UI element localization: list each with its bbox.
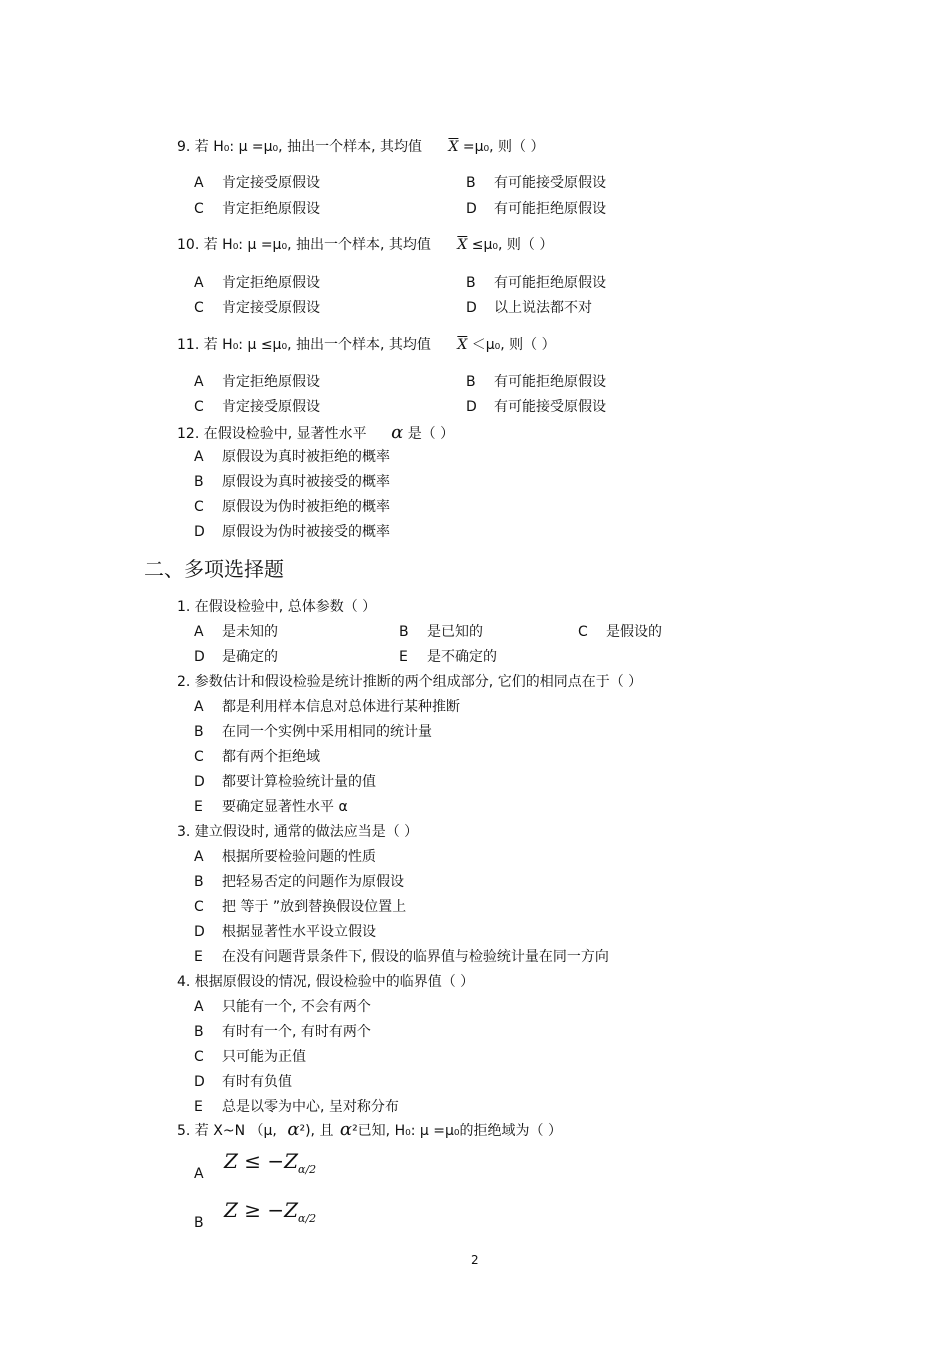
option-c [194,746,320,766]
option-text: 要确定显著性水平 α [222,799,348,815]
option-a [194,696,460,716]
x-bar-symbol: $\overline{X}$ [457,337,468,353]
option-text: 原假设为伪时被拒绝的概率 [222,499,390,515]
option-letter: C [194,499,204,515]
multi-question-3-stem: 3. 建立假设时, 通常的做法应当是（ ） [177,824,419,840]
option-text: 在没有问题背景条件下, 假设的临界值与检验统计量在同一方向 [222,949,609,965]
option-c [194,496,390,516]
x-bar-symbol: $\overline{X}$ [457,237,468,253]
option-letter: E [399,649,408,665]
question-9-stem [177,136,544,156]
option-letter: D [194,774,205,790]
multi-question-2-stem: 2. 参数估计和假设检验是统计推断的两个组成部分, 它们的相同点在于（ ） [177,674,643,690]
option-letter: B [194,474,204,490]
option-text: 把 等于 ”放到替换假设位置上 [222,899,407,915]
alpha-symbol: α [339,1119,353,1140]
option-b [466,272,606,292]
option-d [194,921,376,941]
multi-question-5-stem-part3: ²已知, H₀: μ =μ₀的拒绝域为（ ） [352,1123,562,1139]
option-d [194,521,390,541]
option-text: 原假设为真时被拒绝的概率 [222,449,390,465]
option-letter: A [194,999,204,1015]
option-text: 都是利用样本信息对总体进行某种推断 [222,699,460,715]
multi-question-4-stem: 4. 根据原假设的情况, 假设检验中的临界值（ ） [177,974,475,990]
multi-question-5-stem [177,1119,562,1140]
option-letter: C [578,624,588,640]
option-text: 是假设的 [606,624,662,640]
question-10-stem [177,234,553,254]
option-text: 肯定接受原假设 [222,300,320,316]
option-e [194,796,348,816]
option-a-letter: A [194,1166,204,1182]
formula-subscript: α/2 [298,1212,317,1225]
option-letter: A [194,624,204,640]
option-text: 把轻易否定的问题作为原假设 [222,874,404,890]
question-11-stem [177,334,556,354]
option-d [466,297,592,317]
option-b [399,621,483,641]
option-a [194,172,320,192]
option-letter: B [194,1024,204,1040]
option-letter: E [194,799,203,815]
option-text: 是确定的 [222,649,278,665]
option-letter: C [194,300,204,316]
option-letter: A [194,849,204,865]
option-text: 有可能拒绝原假设 [494,275,606,291]
option-a [194,996,371,1016]
question-10-stem-text: 10. 若 H₀: μ =μ₀, 抽出一个样本, 其均值 [177,237,431,253]
option-letter: B [194,724,204,740]
option-b [194,871,404,891]
option-d [194,646,278,666]
option-c [194,396,320,416]
option-d [194,771,376,791]
option-letter: B [466,175,476,191]
option-text: 肯定拒绝原假设 [222,374,320,390]
option-text: 有可能拒绝原假设 [494,374,606,390]
option-letter: B [194,874,204,890]
option-text: 是未知的 [222,624,278,640]
option-b [194,471,390,491]
page-number: 2 [471,1253,479,1267]
option-d [466,396,606,416]
option-b [466,371,606,391]
formula-text: Z ≤ −Z [224,1149,299,1173]
option-letter: A [194,449,204,465]
option-b-letter: B [194,1215,204,1231]
x-bar-symbol: $\overline{X}$ [448,139,459,155]
option-text: 肯定接受原假设 [222,175,320,191]
alpha-symbol: α [391,422,404,443]
option-text: 总是以零为中心, 呈对称分布 [222,1099,399,1115]
question-12-stem-tail: 是（ ） [407,426,455,442]
alpha-symbol: α [287,1119,300,1140]
option-text: 有时有负值 [222,1074,292,1090]
option-letter: C [194,201,204,217]
option-a [194,621,278,641]
option-a [194,446,390,466]
option-e [194,1096,399,1116]
option-c [194,1046,306,1066]
option-text: 都要计算检验统计量的值 [222,774,376,790]
option-text: 在同一个实例中采用相同的统计量 [222,724,432,740]
question-11-stem-text: 11. 若 H₀: μ ≤μ₀, 抽出一个样本, 其均值 [177,337,431,353]
option-text: 原假设为伪时被接受的概率 [222,524,390,540]
option-a [194,846,376,866]
multi-question-1-stem: 1. 在假设检验中, 总体参数（ ） [177,599,377,615]
option-letter: D [194,524,205,540]
option-letter: D [466,300,477,316]
option-a-formula [224,1149,316,1176]
option-e [399,646,497,666]
option-letter: A [194,699,204,715]
option-text: 肯定接受原假设 [222,399,320,415]
option-letter: D [194,649,205,665]
formula-text: Z ≥ −Z [224,1198,299,1222]
multi-question-5-stem-part2: ²), 且 [299,1123,334,1139]
question-11-stem-tail: ＜μ₀, 则（ ） [471,337,556,353]
option-c [194,297,320,317]
option-text: 肯定拒绝原假设 [222,201,320,217]
option-c [194,896,406,916]
option-text: 根据显著性水平设立假设 [222,924,376,940]
option-text: 肯定拒绝原假设 [222,275,320,291]
option-text: 是已知的 [427,624,483,640]
option-text: 原假设为真时被接受的概率 [222,474,390,490]
option-b-formula [224,1198,316,1225]
option-letter: D [194,1074,205,1090]
option-d [466,198,606,218]
multi-question-5-stem-part1: 5. 若 X~N （μ, [177,1123,277,1139]
section-title: 二、多项选择题 [144,557,284,581]
option-letter: C [194,749,204,765]
question-10-stem-tail: ≤μ₀, 则（ ） [471,237,554,253]
option-text: 只可能为正值 [222,1049,306,1065]
option-text: 以上说法都不对 [494,300,592,316]
option-b [466,172,606,192]
option-letter: D [466,399,477,415]
option-letter: E [194,949,203,965]
option-c [578,621,662,641]
option-a [194,371,320,391]
option-text: 有可能接受原假设 [494,175,606,191]
question-9-stem-text: 9. 若 H₀: μ =μ₀, 抽出一个样本, 其均值 [177,139,422,155]
question-12-stem-text: 12. 在假设检验中, 显著性水平 [177,426,367,442]
option-a [194,272,320,292]
option-letter: C [194,899,204,915]
option-letter: E [194,1099,203,1115]
option-letter: A [194,175,204,191]
option-letter: B [466,374,476,390]
option-letter: D [466,201,477,217]
option-letter: C [194,399,204,415]
option-letter: B [399,624,409,640]
option-text: 根据所要检验问题的性质 [222,849,376,865]
option-text: 有可能接受原假设 [494,399,606,415]
option-e [194,946,609,966]
option-text: 都有两个拒绝域 [222,749,320,765]
option-d [194,1071,292,1091]
option-letter: C [194,1049,204,1065]
option-letter: D [194,924,205,940]
option-letter: A [194,374,204,390]
option-text: 有可能拒绝原假设 [494,201,606,217]
option-c [194,198,320,218]
question-12-stem [177,422,454,443]
option-text: 有时有一个, 有时有两个 [222,1024,371,1040]
option-b [194,721,432,741]
option-letter: A [194,275,204,291]
option-b [194,1021,371,1041]
option-text: 只能有一个, 不会有两个 [222,999,371,1015]
question-9-stem-tail: =μ₀, 则（ ） [462,139,545,155]
formula-subscript: α/2 [298,1163,317,1176]
option-letter: B [466,275,476,291]
option-text: 是不确定的 [427,649,497,665]
